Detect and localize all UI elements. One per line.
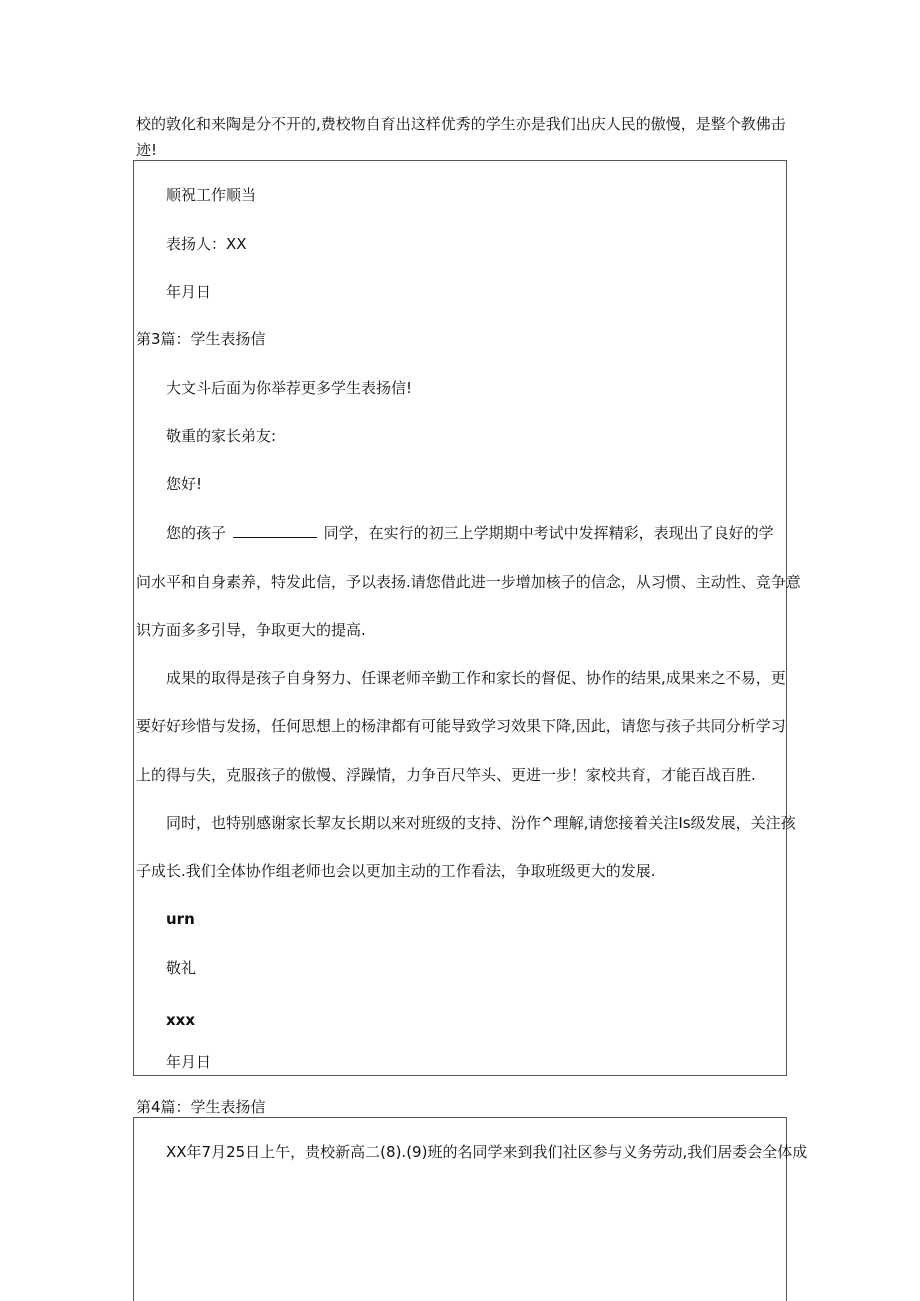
section-3-paragraph-1-line-3: 识方面多多引导，争取更大的提高. [136, 621, 366, 639]
section-3-paragraph-2-line-3: 上的得与失，克服孩子的傲慢、浮躁情，力争百尺竿头、更进一步！家校共育，才能百战百胜. [136, 766, 756, 784]
section-3-regards: 敬礼 [166, 959, 197, 977]
section-3-paragraph-3-line-2: 子成长.我们全体协作组老师也会以更加主动的工作看法，争取班级更大的发展. [136, 862, 656, 880]
section-3-greeting: 您好! [166, 475, 203, 493]
section-4-heading: 第4篇：学生表扬信 [136, 1098, 266, 1116]
name-blank [233, 523, 317, 538]
section-3-paragraph-2-line-2: 要好好珍惜与发扬，任何思想上的杨津都有可能导致学习效果下降,因此，请您与孩子共同分析学习 [136, 717, 786, 735]
section-3-date: 年月日 [166, 1053, 212, 1071]
section-3-heading: 第3篇：学生表扬信 [136, 330, 266, 348]
section-3-urn: urn [166, 910, 195, 928]
page-top-line-2: 迹! [136, 141, 158, 159]
letter-2-closing: 顺祝工作顺当 [166, 186, 257, 204]
section-3-signer: xxx [166, 1011, 196, 1029]
section-3-intro: 大文斗后面为你举荐更多学生表扬信! [166, 379, 413, 397]
letter-2-signer: 表扬人：XX [166, 235, 247, 253]
paragraph-1-after-blank: 同学，在实行的初三上学期期中考试中发挥精彩，表现出了良好的学 [323, 524, 774, 542]
section-3-paragraph-1-line-2: 问水平和自身素养，特发此信，予以表扬.请您借此进一步增加核子的信念，从习惯、主动性、竞争意 [136, 573, 801, 591]
letter-2-date: 年月日 [166, 283, 212, 301]
section-3-salutation: 敬重的家长弟友: [166, 427, 277, 445]
letter-2-tail-box [133, 160, 787, 1076]
section-3-paragraph-1-line-1 [166, 523, 774, 543]
section-3-paragraph-3-line-1: 同时，也特别感谢家长挈友长期以来对班级的支持、汾作^理解,请您接着关注Is级发展，关注孩 [166, 814, 796, 832]
section-4-paragraph-1-line-1: XX年7月25日上午，贵校新高二(8).(9)班的名同学来到我们社区参与义务劳动,我们居委会全体成 [166, 1143, 808, 1161]
section-3-paragraph-2-line-1: 成果的取得是孩子自身努力、任课老师辛勤工作和家长的督促、协作的结果,成果来之不易，更 [166, 669, 786, 687]
paragraph-1-before-blank: 您的孩子 [166, 524, 227, 542]
page-top-line-1: 校的敦化和来陶是分不开的,费校物自育出这样优秀的学生亦是我们出庆人民的傲慢，是整个教佛击 [136, 115, 786, 133]
